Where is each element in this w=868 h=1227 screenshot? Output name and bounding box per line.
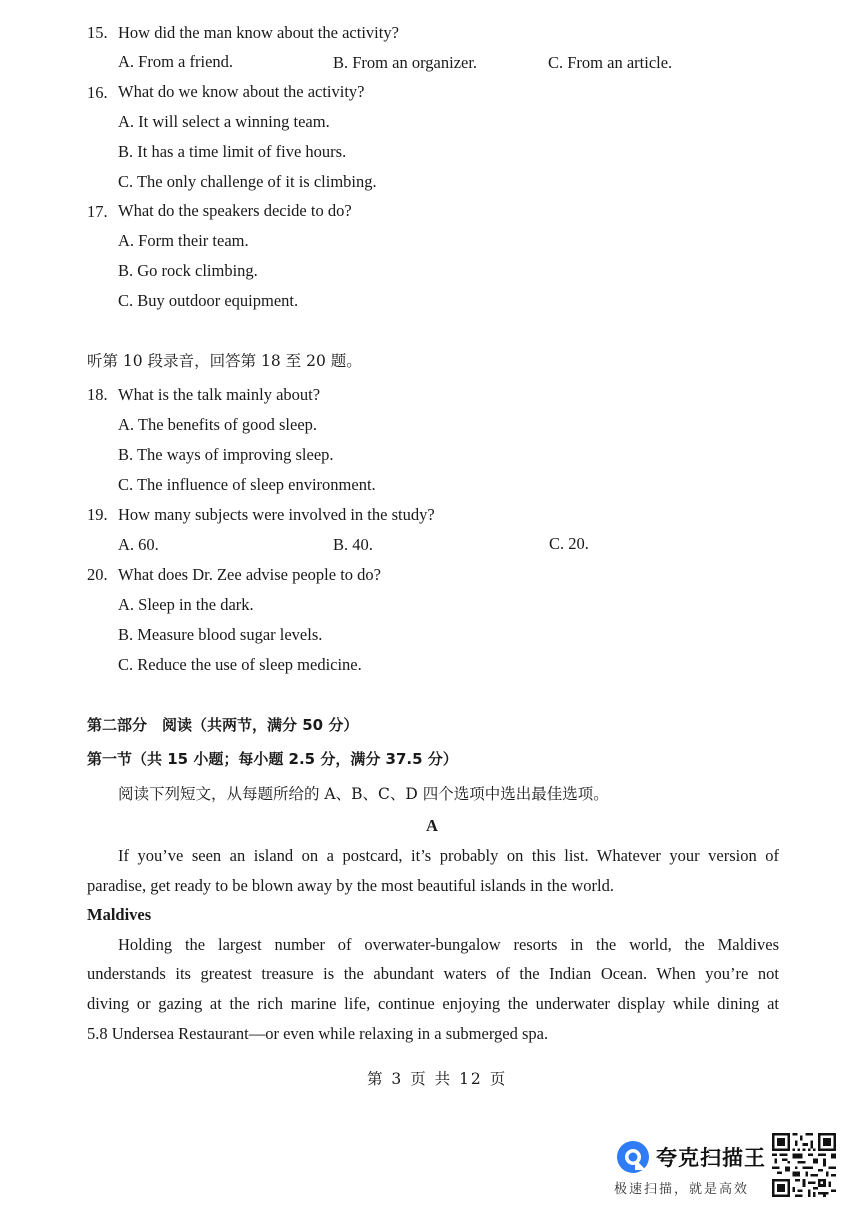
question-17-option-c: C. Buy outdoor equipment. <box>118 291 299 310</box>
question-19-option-b: B. 40. <box>333 535 373 554</box>
question-17-option-a: A. Form their team. <box>118 231 249 250</box>
brand-name: 夸克扫描王 <box>656 1146 766 1170</box>
question-17-option-b: B. Go rock climbing. <box>118 261 258 280</box>
question-18-text: What is the talk mainly about? <box>118 385 321 404</box>
question-16-option-c: C. The only challenge of it is climbing. <box>118 172 377 191</box>
passage-line-5: understands its greatest treasure is the abundant waters of the Indian Ocean. When you’re not <box>87 964 779 983</box>
question-15-number: 15. <box>87 23 108 42</box>
question-20-option-c: C. Reduce the use of sleep medicine. <box>118 655 362 674</box>
passage-subheading-maldives: Maldives <box>87 905 152 924</box>
section-10-instruction: 听第 10 段录音，回答第 18 至 20 题。 <box>87 352 362 370</box>
question-18-option-a: A. The benefits of good sleep. <box>118 415 318 434</box>
question-16-option-a: A. It will select a winning team. <box>118 112 330 131</box>
question-15-option-a: A. From a friend. <box>118 52 234 71</box>
page-footer: 第 3 页 共 12 页 <box>367 1070 508 1088</box>
passage-line-4: Holding the largest number of overwater-bungalow resorts in the world, the Maldives <box>118 935 779 954</box>
question-19-option-a: A. 60. <box>118 535 159 554</box>
question-20-text: What does Dr. Zee advise people to do? <box>118 565 381 584</box>
question-15-text: How did the man know about the activity? <box>118 23 399 42</box>
question-16-option-b: B. It has a time limit of five hours. <box>118 142 347 161</box>
part-2-instruction: 阅读下列短文，从每题所给的 A、B、C、D 四个选项中选出最佳选项。 <box>118 785 609 803</box>
passage-line-7: 5.8 Undersea Restaurant—or even while relaxing in a submerged spa. <box>87 1024 549 1043</box>
question-19-text: How many subjects were involved in the study? <box>118 505 435 524</box>
passage-line-1: If you’ve seen an island on a postcard, it’s probably on this list. Whatever your version of <box>118 846 779 865</box>
question-19-number: 19. <box>87 505 108 524</box>
part-2-section-1-title: 第一节（共 15 小题；每小题 2.5 分，满分 37.5 分） <box>87 750 458 768</box>
question-15-option-c: C. From an article. <box>548 53 673 72</box>
question-18-option-c: C. The influence of sleep environment. <box>118 475 376 494</box>
passage-line-6: diving or gazing at the rich marine life, continue enjoying the underwater display while dining at <box>87 994 779 1013</box>
question-15-option-b: B. From an organizer. <box>333 53 478 72</box>
scanner-watermark <box>612 1138 772 1198</box>
question-16-number: 16. <box>87 83 108 102</box>
question-20-option-b: B. Measure blood sugar levels. <box>118 625 323 644</box>
brand-slogan: 极速扫描，就是高效 <box>614 1182 750 1197</box>
quark-logo-icon <box>616 1140 650 1174</box>
question-19-option-c: C. 20. <box>549 534 589 553</box>
question-17-text: What do the speakers decide to do? <box>118 201 352 220</box>
qr-code-icon <box>772 1133 836 1197</box>
question-20-option-a: A. Sleep in the dark. <box>118 595 254 614</box>
passage-letter: A <box>426 816 438 835</box>
question-18-option-b: B. The ways of improving sleep. <box>118 445 334 464</box>
question-18-number: 18. <box>87 385 108 404</box>
question-16-text: What do we know about the activity? <box>118 82 365 101</box>
passage-line-2: paradise, get ready to be blown away by the most beautiful islands in the world. <box>87 876 614 895</box>
question-20-number: 20. <box>87 565 108 584</box>
question-17-number: 17. <box>87 202 108 221</box>
part-2-title: 第二部分 阅读（共两节，满分 50 分） <box>87 716 359 734</box>
